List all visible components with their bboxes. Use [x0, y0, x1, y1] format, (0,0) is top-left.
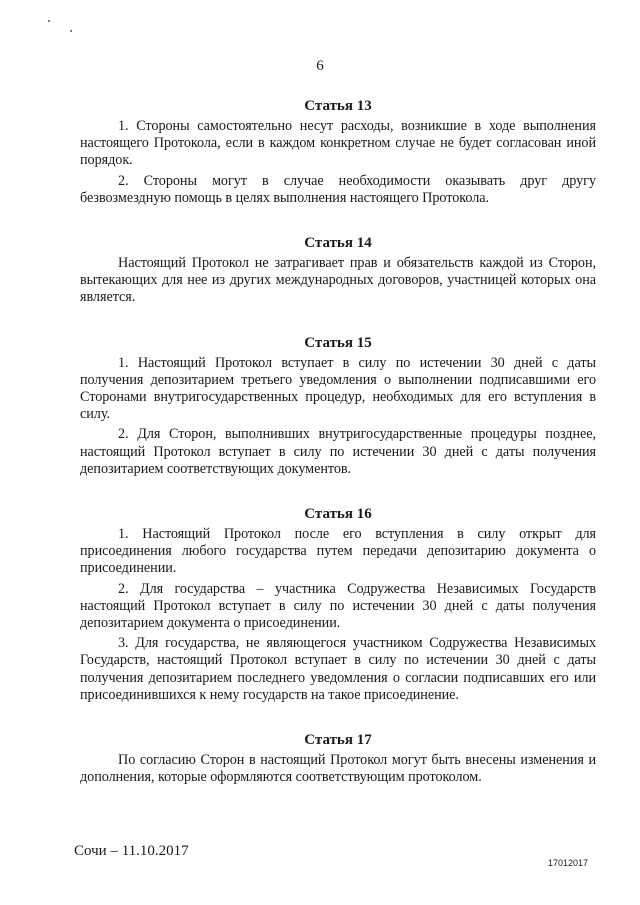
- article-title: Статья 16: [304, 506, 372, 523]
- article-title: Статья 15: [304, 334, 372, 351]
- article-13: [80, 96, 596, 207]
- article-paragraph: 1. Настоящий Протокол вступает в силу по истечении 30 дней с даты получения депозитарием третьего уведомления о выполнении подписавшими его Сторонами внутригосударственных процедур, необходимых для его вступления в силу.: [80, 354, 596, 423]
- article-title: Статья 14: [304, 235, 372, 252]
- article-title: Статья 13: [304, 98, 372, 114]
- article-paragraph: 2. Для государства – участника Содружества Независимых Государств настоящий Протокол вступает в силу по истечении 30 дней с даты получения депозитарием документа о присоединении.: [80, 580, 596, 632]
- article-paragraph: Настоящий Протокол не затрагивает прав и обязательств каждой из Сторон, вытекающих для нее из других международных договоров, участницей которых она является.: [80, 255, 596, 306]
- article-title: Статья 17: [304, 732, 372, 749]
- article-15: [80, 333, 596, 478]
- article-paragraph: По согласию Сторон в настоящий Протокол могут быть внесены изменения и дополнения, которые оформляются соответствующим протоколом.: [80, 752, 596, 786]
- scan-artifact: [70, 30, 72, 32]
- article-paragraph: 1. Стороны самостоятельно несут расходы, возникшие в ходе выполнения настоящего Протокола, если в каждом конкретном случае не будет согласован иной порядок.: [80, 118, 596, 169]
- scan-artifact: [48, 20, 50, 22]
- article-16: [80, 504, 596, 704]
- article-paragraph: 2. Для Сторон, выполнивших внутригосударственные процедуры позднее, настоящий Протокол вступает в силу по истечении 30 дней с даты получения депозитарием соответствующих документов.: [80, 426, 596, 477]
- page-number: 6: [316, 58, 324, 74]
- footer-place-date: Сочи – 11.10.2017: [74, 843, 189, 859]
- article-paragraph: 2. Стороны могут в случае необходимости оказывать друг другу безвозмездную помощь в целях выполнения настоящего Протокола.: [80, 172, 596, 206]
- article-14: [80, 233, 596, 307]
- article-17: [80, 730, 596, 786]
- article-paragraph: 1. Настоящий Протокол после его вступления в силу открыт для присоединения любого государства путем передачи депозитарию документа о присоединении.: [80, 526, 596, 577]
- footer-document-code: 17012017: [548, 858, 589, 868]
- article-paragraph: 3. Для государства, не являющегося участником Содружества Независимых Государств, настоящий Протокол вступает в силу по истечении 30 дней с даты получения депозитарием последнего уведомления о согласии подписавших его или присоединившихся к нему государств на такое присоединение.: [80, 635, 596, 703]
- document-body: [80, 96, 596, 789]
